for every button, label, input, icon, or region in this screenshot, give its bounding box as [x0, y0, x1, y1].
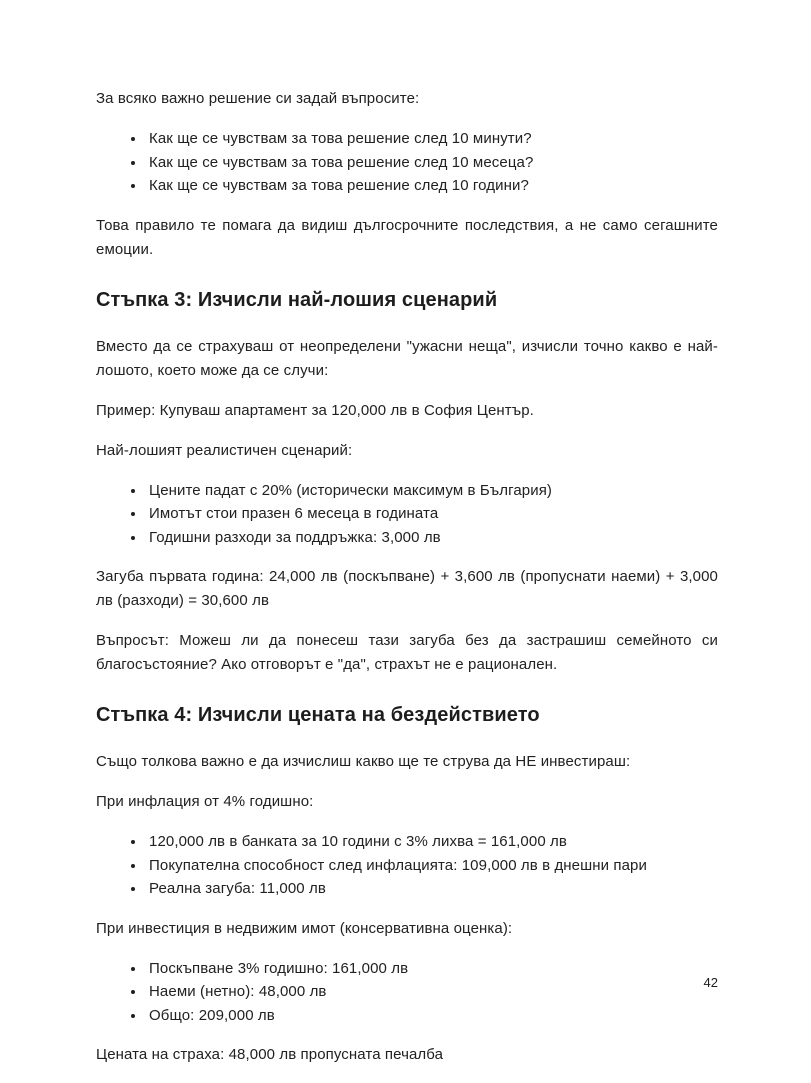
page-content — [96, 87, 718, 1083]
list-item: • Поскъпване 3% годишно: 161,000 лв — [146, 957, 718, 981]
paragraph-step3-question: Въпросът: Можеш ли да понесеш тази загуба без да застрашиш семейното си благосъстояние? Ако отговорът е "да", страхът не е рационален. — [96, 632, 718, 673]
paragraph-fear-cost: Цената на страха: 48,000 лв пропусната печалба — [96, 1046, 444, 1063]
heading-step3: Стъпка 3: Изчисли най-лошия сценарий — [96, 288, 498, 311]
questions-list — [96, 127, 718, 198]
paragraph-step3-intro: Вместо да се страхуваш от неопределени "ужасни неща", изчисли точно какво е най-лошото, което може да се случи: — [96, 337, 718, 379]
list-item: • Как ще се чувствам за това решение след 10 минути? — [146, 127, 718, 151]
scenario-list — [96, 479, 718, 550]
page-number: 42 — [703, 975, 718, 990]
list-item: • Реална загуба: 11,000 лв — [146, 877, 718, 901]
list-item: • Покупателна способност след инфлацията: 109,000 лв в днешни пари — [146, 854, 718, 878]
list-item: • Цените падат с 20% (исторически максимум в България) — [146, 479, 718, 503]
paragraph-loss-summary: Загуба първата година: 24,000 лв (поскъпване) + 3,600 лв (пропуснати наеми) + 3,000 лв (разходи) = 30,600 лв — [96, 568, 718, 609]
list-item: • Как ще се чувствам за това решение след 10 години? — [146, 174, 718, 198]
list-item: • Наеми (нетно): 48,000 лв — [146, 980, 718, 1004]
paragraph-rule-note: Това правило те помага да видиш дългосрочните последствия, а не само сегашните емоции. — [96, 216, 718, 258]
paragraph-property-label: При инвестиция в недвижим имот (консервативна оценка): — [96, 919, 513, 937]
paragraph-intro: За всяко важно решение си задай въпросите: — [96, 90, 420, 107]
list-item: • Как ще се чувствам за това решение след 10 месеца? — [146, 151, 718, 175]
list-item: • Общо: 209,000 лв — [146, 1004, 718, 1028]
list-item: • Годишни разходи за поддръжка: 3,000 лв — [146, 526, 718, 550]
inflation-list — [96, 830, 718, 901]
property-list — [96, 957, 718, 1028]
list-item: • Имотът стои празен 6 месеца в годината — [146, 502, 718, 526]
paragraph-inflation-label: При инфлация от 4% годишно: — [96, 793, 314, 810]
list-item: • 120,000 лв в банката за 10 години с 3% лихва = 161,000 лв — [146, 830, 718, 854]
heading-step4: Стъпка 4: Изчисли цената на бездействието — [96, 704, 540, 726]
paragraph-step4-intro: Също толкова важно е да изчислиш какво ще те струва да НЕ инвестираш: — [96, 753, 631, 770]
paragraph-scenario-label: Най-лошият реалистичен сценарий: — [96, 441, 353, 459]
paragraph-step3-example: Пример: Купуваш апартамент за 120,000 лв в София Център. — [96, 401, 534, 419]
